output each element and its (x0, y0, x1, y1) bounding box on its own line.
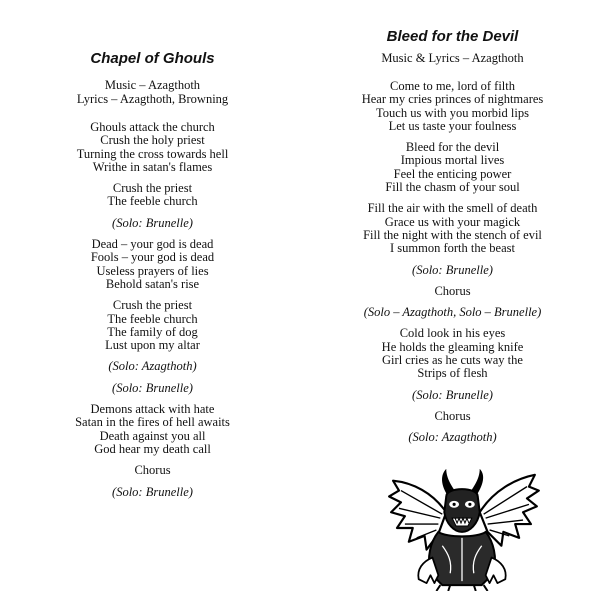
stanza (320, 327, 585, 380)
lyric-line: (Solo: Azagthoth) (108, 359, 197, 374)
lyric-line: I summon forth the beast (390, 241, 515, 256)
lyric-line: The feeble church (107, 311, 198, 326)
stanza (20, 464, 285, 477)
lyric-line: Girl cries as he cuts way the (382, 353, 523, 368)
lyric-line: (Solo: Brunelle) (112, 484, 193, 499)
lyric-line: (Solo: Brunelle) (412, 262, 493, 277)
song-bleed-for-the-devil (320, 27, 585, 453)
lyric-line: Cold look in his eyes (399, 326, 506, 341)
lyric-line: Impious mortal lives (400, 153, 505, 168)
lyric-line: God hear my death call (94, 441, 211, 456)
credit-line: Lyrics – Azagthoth, Browning (76, 92, 229, 106)
song-title: Bleed for the Devil (386, 28, 519, 45)
solo-note (20, 486, 285, 499)
stanza (320, 285, 585, 298)
lyric-line: Fill the chasm of your soul (385, 180, 520, 195)
solo-note (320, 389, 585, 402)
stanza (320, 410, 585, 423)
lyric-line: Fill the night with the stench of evil (363, 227, 542, 242)
lyric-line: (Solo: Brunelle) (412, 387, 493, 402)
solo-note (320, 306, 585, 319)
lyric-line: Fools – your god is dead (90, 250, 215, 265)
lyric-line: Demons attack with hate (90, 402, 215, 417)
credit-line: Music & Lyrics – Azagthoth (381, 51, 524, 65)
lyric-line: Grace us with your magick (384, 214, 521, 229)
lyric-line: Chorus (134, 463, 171, 478)
song-credits (20, 78, 285, 106)
stanza (320, 80, 585, 133)
lyrics-body (20, 121, 285, 499)
lyric-line: Turning the cross towards hell (76, 146, 229, 161)
lyric-line: Hear my cries princes of nightmares (361, 92, 544, 107)
lyric-line: Come to me, lord of filth (390, 79, 515, 93)
stanza (320, 202, 585, 255)
lyrics-body (320, 80, 585, 445)
lyric-line: Strips of flesh (417, 366, 488, 381)
lyric-line: Crush the holy priest (100, 133, 205, 148)
lyric-line: Feel the enticing power (393, 166, 512, 181)
lyric-line: Crush the priest (112, 181, 193, 196)
lyric-line: He holds the gleaming knife (381, 339, 524, 354)
stanza (20, 299, 285, 352)
lyric-line: Useless prayers of lies (96, 263, 209, 278)
lyric-line: (Solo: Brunelle) (112, 215, 193, 230)
lyric-line: (Solo: Azagthoth) (408, 430, 497, 445)
solo-note (20, 217, 285, 230)
lyric-line: Chorus (434, 408, 471, 423)
stanza (20, 182, 285, 209)
lyric-line: Fill the air with the smell of death (367, 201, 538, 216)
solo-note (20, 382, 285, 395)
lyric-line: Ghouls attack the church (90, 120, 215, 134)
lyric-line: Lust upon my altar (105, 338, 200, 353)
solo-note (20, 360, 285, 373)
lyric-line: The feeble church (107, 194, 198, 209)
lyric-line: Satan in the fires of hell awaits (75, 415, 230, 430)
lyric-line: Death against you all (99, 428, 206, 443)
solo-note (320, 264, 585, 277)
lyric-line: Bleed for the devil (405, 140, 500, 155)
lyric-line: Let us taste your foulness (388, 118, 517, 133)
song-title: Chapel of Ghouls (90, 50, 215, 67)
song-credits (320, 51, 585, 65)
lyric-line: The family of dog (107, 324, 198, 339)
stanza (20, 238, 285, 291)
solo-note (320, 431, 585, 444)
lyric-line: Crush the priest (112, 298, 193, 313)
credit-line: Music – Azagthoth (104, 78, 201, 92)
lyric-line: Chorus (434, 283, 471, 298)
lyric-line: Writhe in satan's flames (92, 159, 213, 174)
song-chapel-of-ghouls (20, 49, 285, 507)
lyric-line: Touch us with you morbid lips (376, 105, 529, 120)
lyric-line: (Solo – Azagthoth, Solo – Brunelle) (363, 305, 542, 320)
lyric-line: (Solo: Brunelle) (112, 380, 193, 395)
stanza (20, 121, 285, 174)
winged-demon-icon (383, 463, 541, 591)
lyric-line: Dead – your god is dead (91, 237, 214, 252)
lyric-line: Behold satan's rise (105, 276, 200, 291)
stanza (320, 141, 585, 194)
stanza (20, 403, 285, 456)
